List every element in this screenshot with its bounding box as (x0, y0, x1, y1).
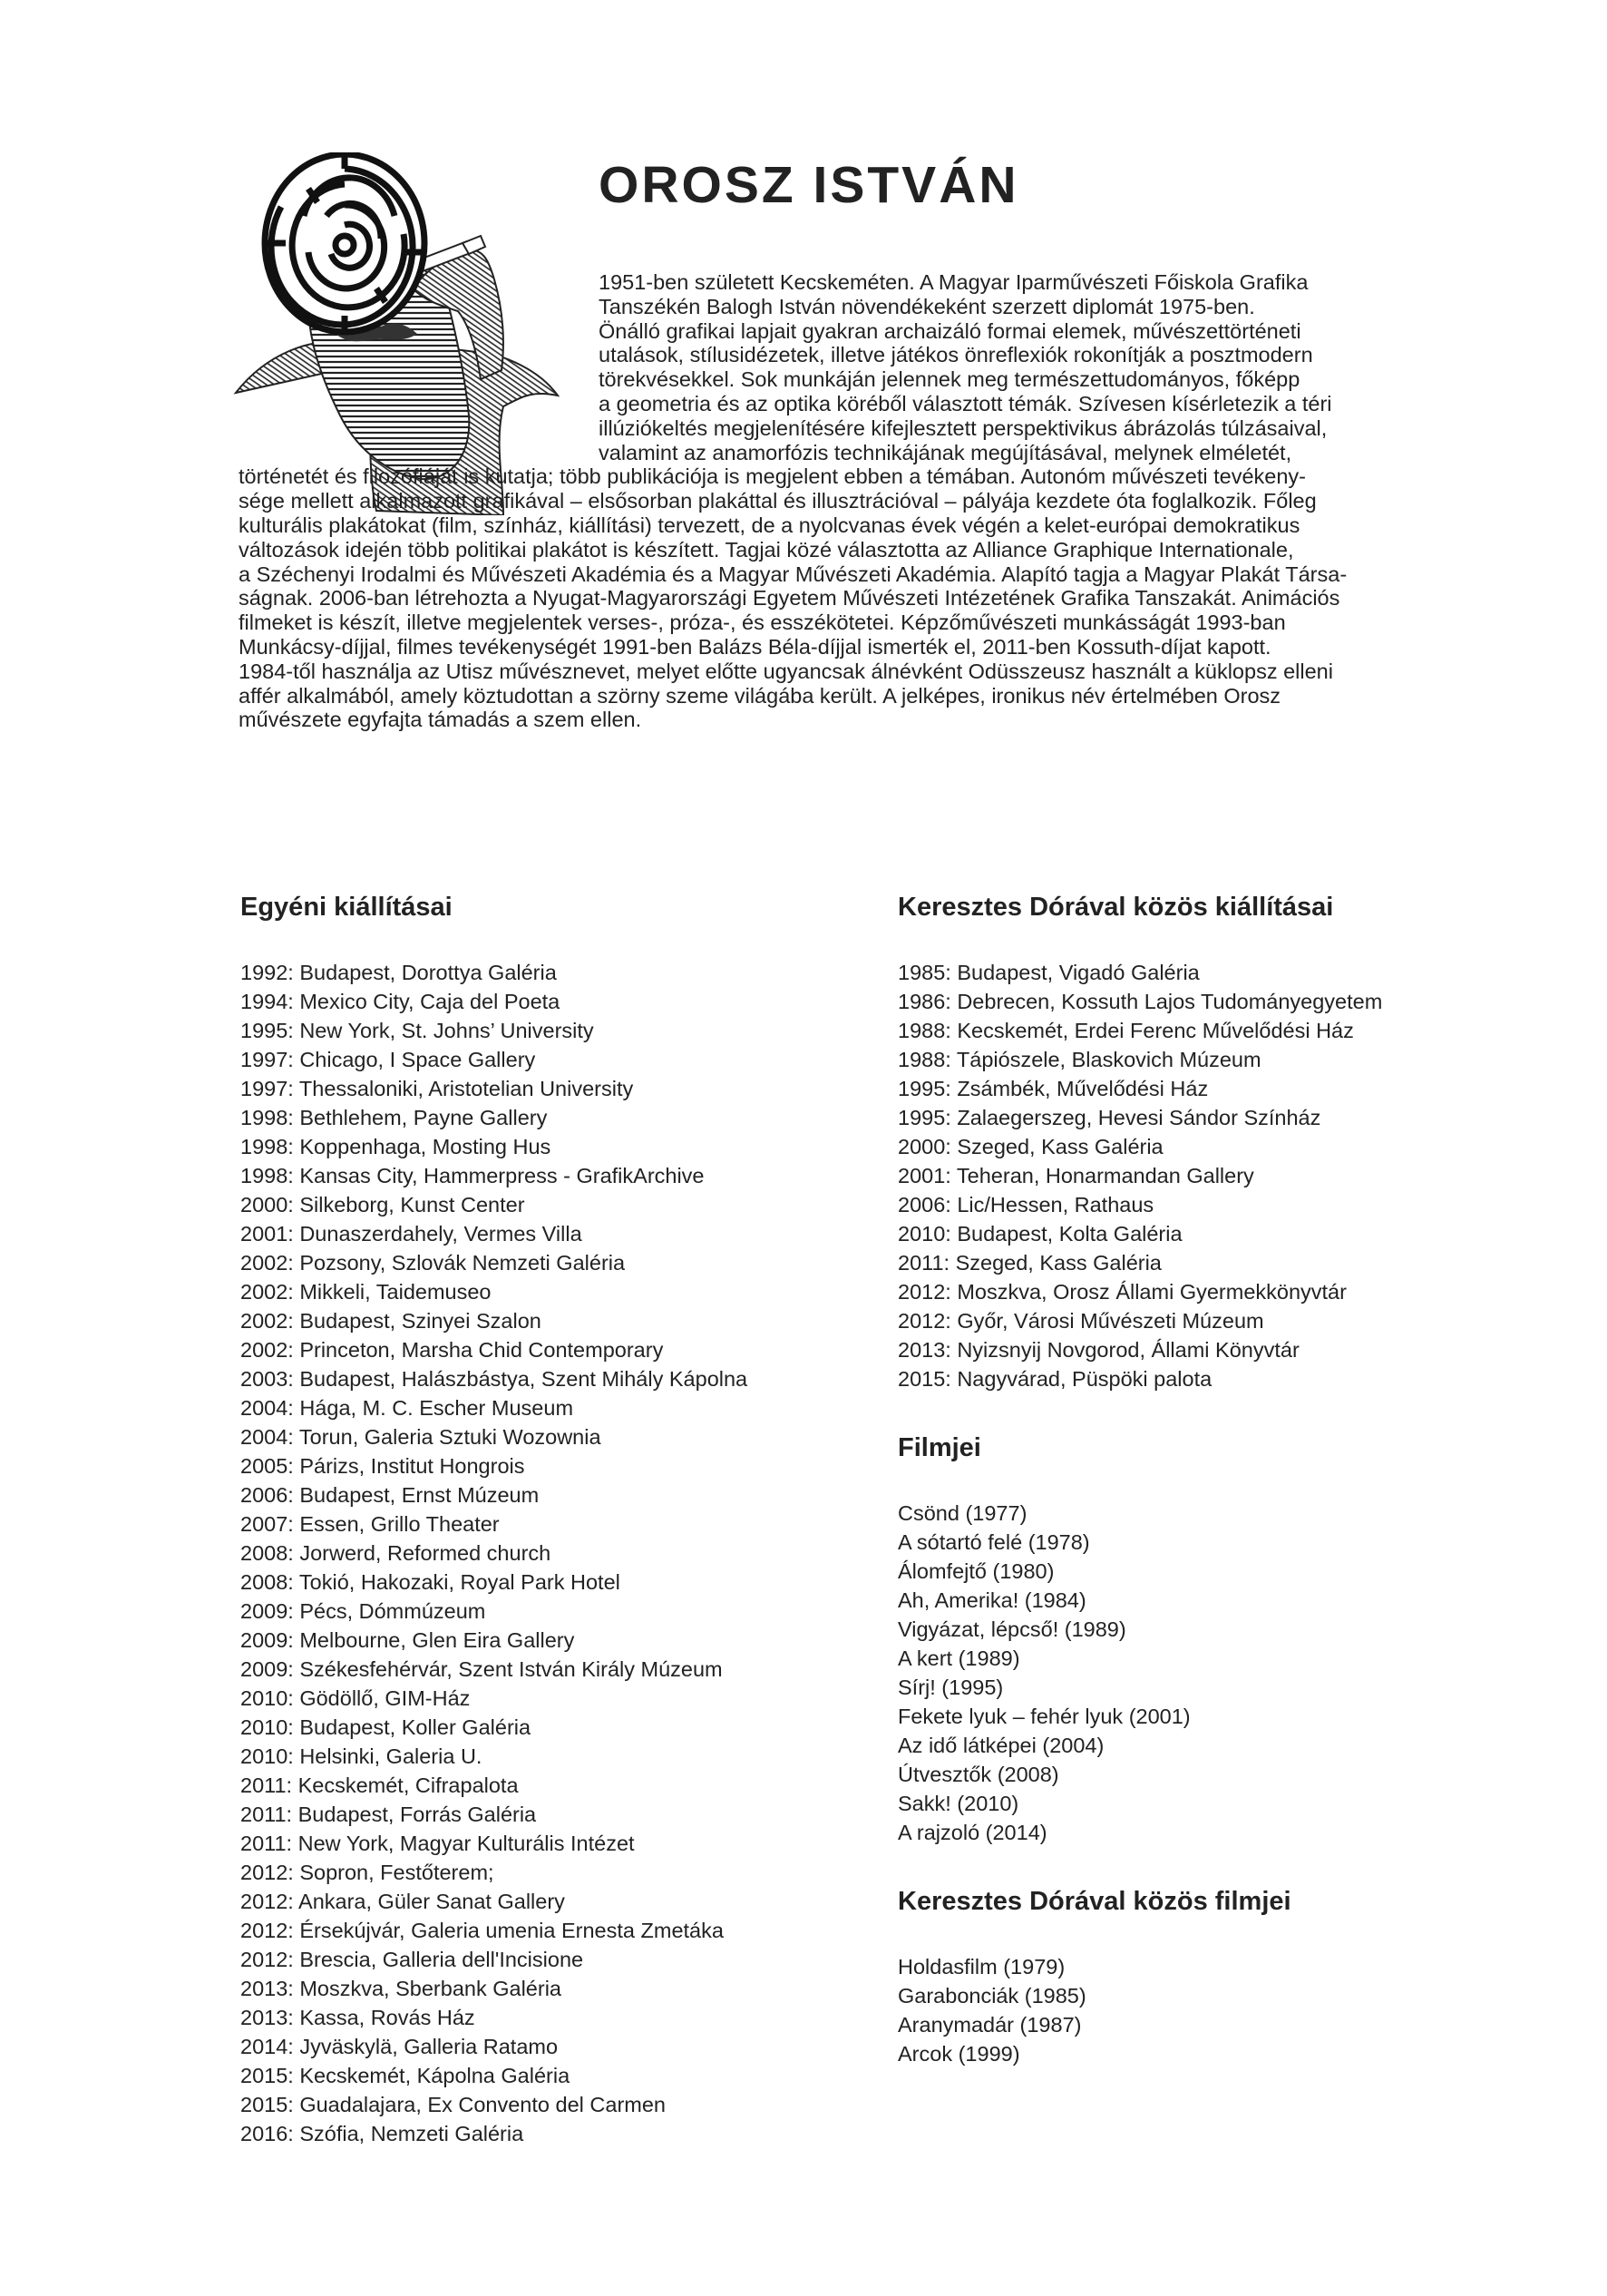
exhibition-item: 2006: Budapest, Ernst Múzeum (240, 1483, 540, 1507)
exhibition-item: 2010: Gödöllő, GIM-Ház (240, 1686, 471, 1710)
bio-line: változások idején több politikai plakátot is készített. Tagjai közé választotta az Alliance Graphique Internationale, (239, 537, 1294, 562)
exhibition-item: 1988: Kecskemét, Erdei Ferenc Művelődési Ház (898, 1019, 1354, 1042)
exhibition-item: 2013: Nyizsnyij Novgorod, Állami Könyvtár (898, 1338, 1300, 1362)
exhibition-item: 2016: Szófia, Nemzeti Galéria (240, 2122, 524, 2145)
exhibition-item: 2003: Budapest, Halászbástya, Szent Mihály Kápolna (240, 1367, 748, 1391)
film-item: Álomfejtő (1980) (898, 1559, 1055, 1583)
exhibition-item: 2012: Sopron, Festőterem; (240, 1861, 494, 1884)
exhibition-item: 2014: Jyväskylä, Galleria Ratamo (240, 2035, 559, 2058)
exhibition-item: 2002: Mikkeli, Taidemuseo (240, 1280, 492, 1304)
film-item: Útvesztők (2008) (898, 1763, 1059, 1786)
exhibition-item: 2000: Szeged, Kass Galéria (898, 1135, 1164, 1158)
exhibition-item: 2007: Essen, Grillo Theater (240, 1512, 500, 1536)
bio-line: utalások, stílusidézetek, illetve játékos önreflexiók rokonítják a posztmodern (599, 343, 1313, 367)
exhibition-item: 2001: Dunaszerdahely, Vermes Villa (240, 1222, 582, 1246)
joint-films-section (898, 1883, 1460, 2068)
exhibition-item: 2005: Párizs, Institut Hongrois (240, 1454, 525, 1478)
bio-narrow-block (599, 270, 1408, 464)
exhibition-item: 1997: Chicago, I Space Gallery (240, 1048, 536, 1071)
exhibition-item: 2011: Budapest, Forrás Galéria (240, 1803, 537, 1826)
exhibition-item: 2004: Hága, M. C. Escher Museum (240, 1396, 574, 1420)
film-item: Csönd (1977) (898, 1501, 1028, 1525)
exhibition-item: 2012: Érsekújvár, Galeria umenia Ernesta Zmetáka (240, 1919, 724, 1942)
bio-line: filmeket is készít, illetve megjelentek verses-, próza-, és esszékötetei. Képzőművészeti munkásságát 1993-ban (239, 611, 1286, 635)
exhibition-item: 2001: Teheran, Honarmandan Gallery (898, 1164, 1254, 1187)
exhibition-item: 2013: Kassa, Rovás Ház (240, 2006, 475, 2029)
exhibition-item: 1994: Mexico City, Caja del Poeta (240, 990, 560, 1013)
exhibition-item: 2008: Tokió, Hakozaki, Royal Park Hotel (240, 1570, 620, 1594)
exhibition-item: 2002: Budapest, Szinyei Szalon (240, 1309, 541, 1333)
exhibition-item: 2010: Budapest, Koller Galéria (240, 1715, 531, 1739)
bio-line: történetét és filozófiáját is kutatja; több publikációja is megjelent ebben a témában. Autonóm művészeti tevékeny- (239, 464, 1306, 489)
exhibition-item: 2012: Győr, Városi Művészeti Múzeum (898, 1309, 1264, 1333)
joint-exhibitions-heading: Keresztes Dórával közös kiállításai (898, 893, 1334, 922)
solo-exhibitions-heading: Egyéni kiállításai (240, 893, 453, 922)
exhibition-item: 2013: Moszkva, Sberbank Galéria (240, 1977, 561, 2000)
exhibition-item: 1998: Bethlehem, Payne Gallery (240, 1106, 548, 1129)
exhibition-item: 2012: Ankara, Güler Sanat Gallery (240, 1890, 565, 1913)
exhibition-item: 2009: Székesfehérvár, Szent István Király Múzeum (240, 1657, 723, 1681)
film-item: Vigyázat, lépcső! (1989) (898, 1617, 1126, 1641)
film-item: Arcok (1999) (898, 2042, 1020, 2066)
film-item: Sakk! (2010) (898, 1792, 1019, 1815)
film-item: Holdasfilm (1979) (898, 1955, 1066, 1978)
exhibition-item: 2012: Brescia, Galleria dell'Incisione (240, 1948, 584, 1971)
right-column (898, 889, 1460, 2068)
exhibition-item: 2009: Melbourne, Glen Eira Gallery (240, 1628, 575, 1652)
film-item: Ah, Amerika! (1984) (898, 1588, 1086, 1612)
exhibition-item: 1998: Kansas City, Hammerpress - GrafikArchive (240, 1164, 705, 1187)
joint-exhibitions-section (898, 889, 1460, 1393)
exhibition-item: 1986: Debrecen, Kossuth Lajos Tudományegyetem (898, 990, 1383, 1013)
bio-line: sége mellett alkalmazott grafikával – elsősorban plakáttal és illusztrációval – pályája kezdete óta foglalkozik. Főleg (239, 489, 1317, 513)
films-heading: Filmjei (898, 1433, 981, 1462)
film-item: A rajzoló (2014) (898, 1821, 1047, 1844)
exhibition-item: 2011: New York, Magyar Kulturális Intézet (240, 1832, 635, 1855)
joint-exhibitions-list (898, 958, 1460, 1393)
bio-line: művészete egyfajta támadás a szem ellen. (239, 708, 642, 732)
film-item: Sírj! (1995) (898, 1676, 1004, 1699)
bio-line: illúziókeltés megjelenítésére kifejlesztett perspektivikus ábrázolás túlzásaival, (599, 415, 1328, 440)
exhibition-item: 2010: Helsinki, Galeria U. (240, 1744, 482, 1768)
film-item: A kert (1989) (898, 1646, 1020, 1670)
exhibition-item: 2015: Kecskemét, Kápolna Galéria (240, 2064, 570, 2087)
exhibition-item: 2010: Budapest, Kolta Galéria (898, 1222, 1183, 1246)
film-item: Az idő látképei (2004) (898, 1734, 1105, 1757)
exhibition-item: 1997: Thessaloniki, Aristotelian University (240, 1077, 634, 1100)
film-item: Fekete lyuk – fehér lyuk (2001) (898, 1705, 1191, 1728)
film-item: A sótartó felé (1978) (898, 1530, 1090, 1554)
exhibition-item: 1995: Zsámbék, Művelődési Ház (898, 1077, 1209, 1100)
exhibition-item: 1995: Zalaegerszeg, Hevesi Sándor Színház (898, 1106, 1321, 1129)
bio-line: affér alkalmából, amely köztudottan a szörny szeme világába került. A jelképes, ironikus név értelmében Orosz (239, 683, 1281, 708)
exhibition-item: 2015: Nagyvárad, Püspöki palota (898, 1367, 1213, 1391)
exhibition-item: 2011: Kecskemét, Cifrapalota (240, 1773, 519, 1797)
solo-exhibitions-section (240, 889, 857, 2148)
exhibition-item: 1998: Koppenhaga, Mosting Hus (240, 1135, 551, 1158)
exhibition-item: 2009: Pécs, Dómmúzeum (240, 1599, 486, 1623)
bio-line: 1951-ben született Kecskeméten. A Magyar Iparművészeti Főiskola Grafika (599, 270, 1309, 294)
exhibition-item: 1988: Tápiószele, Blaskovich Múzeum (898, 1048, 1261, 1071)
biography (239, 270, 1408, 732)
joint-films-list (898, 1952, 1460, 2068)
exhibition-item: 1992: Budapest, Dorottya Galéria (240, 961, 557, 984)
bio-line: Munkácsy-díjjal, filmes tevékenységét 1991-ben Balázs Béla-díjjal ismerték el, 2011-ben Kossuth-díjat kapott. (239, 634, 1271, 659)
bio-line: törekvésekkel. Sok munkáján jelennek meg természettudományos, főképp (599, 367, 1300, 392)
exhibition-item: 1995: New York, St. Johns’ University (240, 1019, 594, 1042)
exhibition-item: 2011: Szeged, Kass Galéria (898, 1251, 1162, 1275)
bio-line: ságnak. 2006-ban létrehozta a Nyugat-Magyarországi Egyetem Művészeti Intézetének Grafika Tanszakát. Animációs (239, 586, 1340, 611)
film-item: Aranymadár (1987) (898, 2013, 1082, 2037)
bio-line: kulturális plakátokat (film, színház, kiállítási) tervezett, de a nyolcvanas évek végén a kelet-európai demokratikus (239, 513, 1300, 537)
bio-line: Tanszékén Balogh István növendékeként szerzett diplomát 1975-ben. (599, 294, 1255, 318)
solo-exhibitions-list (240, 958, 857, 2148)
bio-wide-block (239, 464, 1408, 732)
film-item: Garabonciák (1985) (898, 1984, 1086, 2008)
exhibition-item: 2008: Jorwerd, Reformed church (240, 1541, 551, 1565)
exhibition-item: 2015: Guadalajara, Ex Convento del Carmen (240, 2093, 666, 2116)
bio-line: valamint az anamorfózis technikájának megújításával, melynek elméletét, (599, 440, 1292, 464)
bio-line: a geometria és az optika köréből választott témák. Szívesen kísérletezik a téri (599, 391, 1332, 415)
page-title: OROSZ ISTVÁN (599, 156, 1019, 214)
left-column (240, 889, 857, 2148)
bio-line: Önálló grafikai lapjait gyakran archaizáló formai elemek, művészettörténeti (599, 318, 1301, 343)
exhibition-item: 1985: Budapest, Vigadó Galéria (898, 961, 1200, 984)
bio-line: 1984-től használja az Utisz művésznevet, melyet előtte ugyancsak álnévként Odüsszeusz használt a küklopsz elleni (239, 659, 1333, 683)
joint-films-heading: Keresztes Dórával közös filmjei (898, 1887, 1291, 1916)
exhibition-item: 2004: Torun, Galeria Sztuki Wozownia (240, 1425, 601, 1449)
bio-line: a Széchenyi Irodalmi és Művészeti Akadémia és a Magyar Művészeti Akadémia. Alapító tagja a Magyar Plakát Társa- (239, 562, 1348, 586)
exhibition-item: 2006: Lic/Hessen, Rathaus (898, 1193, 1154, 1216)
exhibition-item: 2002: Pozsony, Szlovák Nemzeti Galéria (240, 1251, 626, 1275)
films-list (898, 1499, 1460, 1847)
films-section (898, 1430, 1460, 1847)
exhibition-item: 2002: Princeton, Marsha Chid Contemporary (240, 1338, 664, 1362)
exhibition-item: 2012: Moszkva, Orosz Állami Gyermekkönyvtár (898, 1280, 1347, 1304)
exhibition-item: 2000: Silkeborg, Kunst Center (240, 1193, 525, 1216)
